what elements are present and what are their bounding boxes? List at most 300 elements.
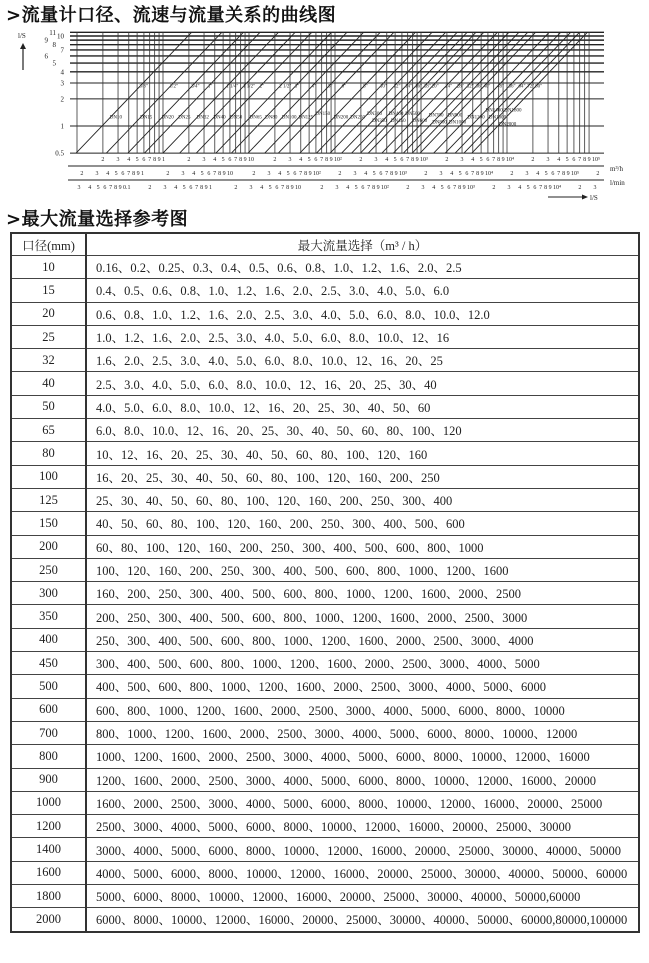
x-minor-label: 3 <box>374 157 378 163</box>
x-minor-label: 5 <box>372 171 376 177</box>
series-label-inch: 72" <box>527 84 535 90</box>
x-minor-label: 8 <box>286 185 290 191</box>
x-minor-label: 5 <box>96 185 100 191</box>
series-label-dn: DN600 <box>412 118 428 124</box>
series-label-inch: 8" <box>363 84 368 90</box>
x-minor-label: 6 <box>465 171 469 177</box>
series-label-dn: DN1400 <box>485 108 503 114</box>
x-minor-label: 5 <box>479 157 483 163</box>
y-tick-label: 1 <box>60 122 64 131</box>
x-minor-label: 4 <box>127 157 131 163</box>
x-minor-label: 9 <box>566 171 570 177</box>
x-minor-label: 7 <box>367 185 371 191</box>
diameter-cell: 1400 <box>11 838 86 861</box>
flow-values-cell: 250、300、400、500、600、800、1000、1200、1600、2000、2500、3000、4000 <box>86 628 639 651</box>
x-minor-label: 2 <box>596 171 600 177</box>
series-label-inch: 32" <box>466 84 474 90</box>
x-minor-label: 2 <box>338 171 342 177</box>
x-minor-label: 2 <box>320 185 324 191</box>
x-minor-label: 4 <box>299 157 303 163</box>
table-row <box>11 372 639 395</box>
x-minor-label: 8 <box>218 171 222 177</box>
x-minor-label: 3 <box>525 171 529 177</box>
diameter-cell: 1800 <box>11 885 86 908</box>
x-decade-label: 1 <box>209 185 212 191</box>
x-minor-label: 5 <box>565 157 569 163</box>
flow-values-cell: 60、80、100、120、160、200、250、300、400、500、600、800、1000 <box>86 535 639 558</box>
diameter-cell: 1200 <box>11 815 86 838</box>
series-label-inch: 40" <box>483 84 491 90</box>
series-label-dn: DN250 <box>350 115 365 121</box>
x-minor-label: 9 <box>548 185 552 191</box>
x-minor-label: 5 <box>354 185 358 191</box>
section-title-max-flow: >最大流量选择参考图 <box>6 209 189 230</box>
series-label-inch: 80" <box>535 84 543 90</box>
series-label-inch: 6" <box>341 84 347 90</box>
x-minor-label: 2 <box>510 171 514 177</box>
series-label-inch: 48" <box>497 84 505 90</box>
x-minor-label: 7 <box>281 185 285 191</box>
x-minor-label: 9 <box>136 171 140 177</box>
table-row <box>11 488 639 511</box>
x-minor-label: 9 <box>376 185 380 191</box>
diameter-cell: 700 <box>11 721 86 744</box>
x-minor-label: 9 <box>480 171 484 177</box>
x-minor-label: 4 <box>557 157 561 163</box>
header-diameter: 口径(mm) <box>11 233 86 256</box>
series-label-dn: DN40 <box>213 115 226 121</box>
x-minor-label: 7 <box>109 185 113 191</box>
table-row <box>11 652 639 675</box>
x-minor-label: 9 <box>415 157 419 163</box>
table-row <box>11 302 639 325</box>
x-minor-label: 8 <box>304 171 308 177</box>
diameter-cell: 400 <box>11 628 86 651</box>
x-minor-label: 9 <box>501 157 505 163</box>
series-label-dn: DN400 <box>388 111 404 117</box>
x-minor-label: 6 <box>228 157 232 163</box>
series-label-dn: DN450 <box>390 118 406 124</box>
x-minor-label: 9 <box>394 171 398 177</box>
section-title-flow-curve: >流量计口径、流速与流量关系的曲线图 <box>6 5 337 26</box>
flow-values-cell: 300、400、500、600、800、1000、1200、1600、2000、2500、3000、4000、5000 <box>86 652 639 675</box>
series-label-dn: DN300 <box>367 111 382 117</box>
x-minor-label: 5 <box>221 157 225 163</box>
series-label-inch: 10" <box>379 84 387 90</box>
x-minor-label: 8 <box>476 171 480 177</box>
x-minor-label: 5 <box>135 157 139 163</box>
diameter-cell: 65 <box>11 419 86 442</box>
x-minor-label: 9 <box>118 185 122 191</box>
x-scale-unit: m³/h <box>610 165 623 173</box>
x-decade-label: 10⁴ <box>506 157 515 163</box>
series-label-dn: DN1000 <box>448 120 467 126</box>
flow-values-cell: 4.0、5.0、6.0、8.0、10.0、12、16、20、25、30、40、50、60 <box>86 395 639 418</box>
x-minor-label: 4 <box>385 157 389 163</box>
x-decade-label: 10⁴ <box>485 171 494 177</box>
x-minor-label: 7 <box>471 171 475 177</box>
series-label-dn: DN1200 <box>467 115 485 121</box>
x-minor-label: 7 <box>385 171 389 177</box>
table-row <box>11 465 639 488</box>
x-minor-label: 9 <box>243 157 247 163</box>
x-minor-label: 5 <box>268 185 272 191</box>
x-minor-label: 4 <box>260 185 264 191</box>
series-label-inch: 36" <box>475 84 483 90</box>
x-minor-label: 2 <box>424 171 428 177</box>
x-minor-label: 8 <box>390 171 394 177</box>
x-minor-label: 5 <box>458 171 462 177</box>
series-label-dn: DN65 <box>249 115 262 121</box>
x-minor-label: 4 <box>346 185 350 191</box>
x-decade-label: 1 <box>162 157 165 163</box>
flow-values-cell: 2.5、3.0、4.0、5.0、6.0、8.0、10.0、12、16、20、25、30、40 <box>86 372 639 395</box>
x-minor-label: 4 <box>536 171 540 177</box>
x-minor-label: 3 <box>116 157 120 163</box>
diameter-cell: 1600 <box>11 861 86 884</box>
series-label-inch: 2" <box>259 84 265 90</box>
table-row <box>11 791 639 814</box>
x-decade-label: 10³ <box>467 185 475 191</box>
x-minor-label: 6 <box>486 157 490 163</box>
series-label-dn: DN50 <box>230 115 243 121</box>
table-row <box>11 605 639 628</box>
x-minor-label: 3 <box>202 157 206 163</box>
diameter-cell: 10 <box>11 256 86 279</box>
x-minor-label: 6 <box>293 171 297 177</box>
diameter-cell: 250 <box>11 558 86 581</box>
flow-values-cell: 0.6、0.8、1.0、1.2、1.6、2.0、2.5、3.0、4.0、5.0、6.0、8.0、10.0、12.0 <box>86 302 639 325</box>
table-row <box>11 815 639 838</box>
x-minor-label: 4 <box>106 171 110 177</box>
series-label-dn: DN350 <box>372 118 387 124</box>
table-row <box>11 442 639 465</box>
series-label-inch: 1" <box>207 84 213 90</box>
diameter-cell: 2000 <box>11 908 86 932</box>
flow-values-cell: 10、12、16、20、25、30、40、50、60、80、100、120、160 <box>86 442 639 465</box>
diameter-cell: 50 <box>11 395 86 418</box>
x-minor-label: 8 <box>497 157 501 163</box>
x-minor-label: 2 <box>359 157 363 163</box>
diameter-cell: 450 <box>11 652 86 675</box>
series-label-inch: 28" <box>456 84 464 90</box>
x-minor-label: 6 <box>103 185 107 191</box>
table-row <box>11 768 639 791</box>
x-minor-label: 6 <box>121 171 125 177</box>
series-label-dn: DN15 <box>140 115 153 121</box>
x-minor-label: 6 <box>361 185 365 191</box>
x-minor-label: 5 <box>393 157 397 163</box>
flow-values-cell: 400、500、600、800、1000、1200、1600、2000、2500、3000、4000、5000、6000 <box>86 675 639 698</box>
x-decade-label: 10² <box>381 185 389 191</box>
table-row <box>11 349 639 372</box>
x-minor-label: 9 <box>204 185 208 191</box>
x-minor-label: 3 <box>163 185 167 191</box>
diameter-cell: 125 <box>11 488 86 511</box>
x-minor-label: 3 <box>335 185 339 191</box>
x-decade-label: 1 <box>141 171 144 177</box>
x-decade-label: 10² <box>334 157 342 163</box>
x-minor-label: 6 <box>379 171 383 177</box>
table-row <box>11 721 639 744</box>
diameter-cell: 32 <box>11 349 86 372</box>
table-row <box>11 535 639 558</box>
diameter-cell: 100 <box>11 465 86 488</box>
x-decade-label: 10 <box>248 157 254 163</box>
x-minor-label: 3 <box>249 185 253 191</box>
diameter-cell: 500 <box>11 675 86 698</box>
series-label-dn: DN25 <box>178 115 191 121</box>
x-minor-label: 4 <box>432 185 436 191</box>
y-tick-label: 9 <box>44 36 48 45</box>
x-minor-label: 6 <box>572 157 576 163</box>
flow-values-cell: 1.0、1.2、1.6、2.0、2.5、3.0、4.0、5.0、6.0、8.0、10.0、12、16 <box>86 325 639 348</box>
series-label-dn: DN1800 <box>504 108 522 114</box>
y-axis-label: l/S <box>18 32 26 40</box>
x-minor-label: 8 <box>411 157 415 163</box>
x-minor-label: 3 <box>460 157 464 163</box>
x-minor-label: 7 <box>320 157 324 163</box>
flow-values-cell: 200、250、300、400、500、600、800、1000、1200、1600、2000、2500、3000 <box>86 605 639 628</box>
x-minor-label: 8 <box>132 171 136 177</box>
table-row <box>11 675 639 698</box>
table-row <box>11 885 639 908</box>
flow-values-cell: 3000、4000、5000、6000、8000、10000、12000、16000、20000、25000、30000、40000、50000 <box>86 838 639 861</box>
x-minor-label: 5 <box>544 171 548 177</box>
x-scale-unit: l/min <box>610 179 625 187</box>
y-tick-label: 2 <box>60 95 64 104</box>
diameter-cell: 800 <box>11 745 86 768</box>
x-decade-label: 10² <box>313 171 321 177</box>
x-decade-label: 10 <box>295 185 301 191</box>
x-minor-label: 7 <box>195 185 199 191</box>
series-label-dn: DN10 <box>109 115 123 121</box>
x-minor-label: 7 <box>539 185 543 191</box>
flow-values-cell: 4000、5000、6000、8000、10000、12000、16000、20000、25000、30000、40000、50000、60000 <box>86 861 639 884</box>
x-minor-label: 8 <box>583 157 587 163</box>
x-minor-label: 2 <box>445 157 449 163</box>
flow-values-cell: 1.6、2.0、2.5、3.0、4.0、5.0、6.0、8.0、10.0、12、16、20、25 <box>86 349 639 372</box>
y-axis-arrowhead <box>20 43 26 49</box>
series-label-dn: DN900 <box>447 113 463 119</box>
x-decade-label: 10³ <box>420 157 428 163</box>
series-label-dn: DN32 <box>196 115 209 121</box>
x-minor-label: 6 <box>207 171 211 177</box>
x-decade-label: 10⁵ <box>571 171 580 177</box>
table-row <box>11 419 639 442</box>
x-minor-label: 6 <box>447 185 451 191</box>
series-label-inch: 1 1/2" <box>242 84 256 90</box>
x-minor-label: 7 <box>213 171 217 177</box>
y-tick-label: 4 <box>60 68 64 77</box>
diameter-cell: 200 <box>11 535 86 558</box>
x-minor-label: 8 <box>114 185 118 191</box>
x-minor-label: 2 <box>406 185 410 191</box>
y-tick-label: 3 <box>60 79 64 88</box>
table-row <box>11 698 639 721</box>
x-decade-label: 10⁴ <box>553 185 562 191</box>
x-minor-label: 9 <box>329 157 333 163</box>
x-minor-label: 9 <box>308 171 312 177</box>
x-minor-label: 2 <box>148 185 152 191</box>
x-minor-label: 6 <box>314 157 318 163</box>
x-minor-label: 3 <box>507 185 511 191</box>
x-minor-label: 8 <box>372 185 376 191</box>
x-minor-label: 6 <box>400 157 404 163</box>
x-minor-label: 4 <box>518 185 522 191</box>
x-minor-label: 4 <box>450 171 454 177</box>
x-minor-label: 5 <box>526 185 530 191</box>
series-label-dn: DN1600 <box>488 115 507 121</box>
x-minor-label: 3 <box>77 185 81 191</box>
flow-values-cell: 0.4、0.5、0.6、0.8、1.0、1.2、1.6、2.0、2.5、3.0、4.0、5.0、6.0 <box>86 279 639 302</box>
x-minor-label: 6 <box>189 185 193 191</box>
x-minor-label: 8 <box>200 185 204 191</box>
x-decade-label: 10³ <box>399 171 407 177</box>
flow-values-cell: 25、30、40、50、60、80、100、120、160、200、250、300、400 <box>86 488 639 511</box>
series-label-dn: DN100 <box>281 115 297 121</box>
x-minor-label: 8 <box>562 171 566 177</box>
diameter-cell: 40 <box>11 372 86 395</box>
x-minor-label: 3 <box>353 171 357 177</box>
x-decade-label: 0.1 <box>123 185 131 191</box>
x-minor-label: 6 <box>533 185 537 191</box>
x-minor-label: 3 <box>267 171 271 177</box>
x-minor-label: 9 <box>290 185 294 191</box>
x-minor-label: 8 <box>153 157 157 163</box>
flow-values-cell: 40、50、60、80、100、120、160、200、250、300、400、500、600 <box>86 512 639 535</box>
x-minor-label: 3 <box>421 185 425 191</box>
flow-values-cell: 0.16、0.2、0.25、0.3、0.4、0.5、0.6、0.8、1.0、1.2、1.6、2.0、2.5 <box>86 256 639 279</box>
series-label-inch: 12" <box>393 84 401 90</box>
diameter-cell: 150 <box>11 512 86 535</box>
series-label-dn: DN2000 <box>498 122 517 128</box>
table-row <box>11 512 639 535</box>
x-minor-label: 5 <box>286 171 290 177</box>
x-minor-label: 2 <box>80 171 84 177</box>
table-row <box>11 395 639 418</box>
x-minor-label: 9 <box>222 171 226 177</box>
x-minor-label: 8 <box>544 185 548 191</box>
x-minor-label: 4 <box>174 185 178 191</box>
flow-velocity-nomograph <box>0 24 649 204</box>
diameter-cell: 900 <box>11 768 86 791</box>
table-row <box>11 838 639 861</box>
series-label-dn: DN200 <box>333 115 349 121</box>
series-label-inch: 20" <box>431 84 439 90</box>
y-tick-label: 11 <box>49 28 56 37</box>
series-label-inch: 14" <box>404 84 413 90</box>
x-minor-label: 7 <box>299 171 303 177</box>
table-row <box>11 558 639 581</box>
y-tick-label: 7 <box>60 46 64 55</box>
series-label-dn: DN20 <box>161 115 174 121</box>
series-label-inch: 24" <box>445 84 453 90</box>
series-label-inch: 2 1/2" <box>279 84 292 90</box>
x-minor-label: 2 <box>234 185 238 191</box>
series-label-inch: 1/2" <box>169 84 179 90</box>
x-minor-label: 4 <box>471 157 475 163</box>
flow-values-cell: 2500、3000、4000、5000、6000、8000、10000、12000、16000、20000、25000、30000 <box>86 815 639 838</box>
table-row <box>11 325 639 348</box>
series-label-inch: 56" <box>508 84 516 90</box>
x-minor-label: 7 <box>453 185 457 191</box>
x-minor-label: 5 <box>114 171 118 177</box>
series-label-dn: DN80 <box>265 115 278 121</box>
flow-values-cell: 6000、8000、10000、12000、16000、20000、25000、30000、40000、50000、60000,80000,100000 <box>86 908 639 932</box>
flow-values-cell: 1600、2000、2500、3000、4000、5000、6000、8000、10000、12000、16000、20000、25000 <box>86 791 639 814</box>
diameter-cell: 1000 <box>11 791 86 814</box>
x-minor-label: 4 <box>88 185 92 191</box>
table-row <box>11 279 639 302</box>
x-minor-label: 2 <box>187 157 191 163</box>
x-minor-label: 7 <box>406 157 410 163</box>
x-decade-label: 10⁵ <box>592 157 601 163</box>
x-minor-label: 6 <box>275 185 279 191</box>
x-axis-arrowhead <box>582 195 588 200</box>
x-minor-label: 4 <box>192 171 196 177</box>
y-tick-label: 0.5 <box>55 149 64 158</box>
x-minor-label: 5 <box>182 185 186 191</box>
series-label-inch: 4" <box>311 84 316 90</box>
series-label-dn: DN800 <box>432 120 447 126</box>
x-minor-label: 5 <box>307 157 311 163</box>
series-label-dn: DN150 <box>315 111 331 117</box>
y-tick-label: 5 <box>52 59 56 68</box>
x-minor-label: 4 <box>278 171 282 177</box>
table-row <box>11 628 639 651</box>
x-minor-label: 8 <box>458 185 462 191</box>
flow-values-cell: 600、800、1000、1200、1600、2000、2500、3000、4000、5000、6000、8000、10000 <box>86 698 639 721</box>
x-minor-label: 9 <box>157 157 161 163</box>
series-label-dn: DN125 <box>298 115 314 121</box>
x-minor-label: 5 <box>440 185 444 191</box>
flow-values-cell: 100、120、160、200、250、300、400、500、600、800、1000、1200、1600 <box>86 558 639 581</box>
diameter-cell: 350 <box>11 605 86 628</box>
table-row <box>11 582 639 605</box>
x-bottom-label: l/S <box>590 194 598 202</box>
flow-values-cell: 1200、1600、2000、2500、3000、4000、5000、6000、8000、10000、12000、16000、20000 <box>86 768 639 791</box>
table-row <box>11 256 639 279</box>
x-minor-label: 3 <box>546 157 550 163</box>
y-tick-label: 10 <box>57 32 64 41</box>
x-minor-label: 7 <box>148 157 152 163</box>
x-minor-label: 2 <box>492 185 496 191</box>
series-label-inch: 5" <box>328 84 333 90</box>
x-minor-label: 7 <box>578 157 582 163</box>
x-minor-label: 7 <box>234 157 238 163</box>
x-decade-label: 10 <box>227 171 233 177</box>
series-label-inch: 1 1/4" <box>226 84 239 90</box>
x-minor-label: 5 <box>200 171 204 177</box>
series-label-inch: 3/4" <box>191 84 200 90</box>
diameter-cell: 80 <box>11 442 86 465</box>
x-minor-label: 2 <box>252 171 256 177</box>
series-label-inch: 3" <box>294 84 300 90</box>
flow-values-cell: 5000、6000、8000、10000、12000、16000、20000、25000、30000、40000、50000,60000 <box>86 885 639 908</box>
x-minor-label: 8 <box>239 157 243 163</box>
flow-values-cell: 160、200、250、300、400、500、600、800、1000、1200、1600、2000、2500 <box>86 582 639 605</box>
max-flow-table <box>10 232 640 933</box>
diameter-cell: 15 <box>11 279 86 302</box>
series-label-inch: 3/8" <box>139 84 148 90</box>
x-minor-label: 3 <box>439 171 443 177</box>
series-label-inch: 18" <box>423 84 431 90</box>
x-minor-label: 2 <box>101 157 105 163</box>
x-minor-label: 7 <box>492 157 496 163</box>
series-label-inch: 64" <box>518 84 526 90</box>
x-minor-label: 9 <box>587 157 591 163</box>
